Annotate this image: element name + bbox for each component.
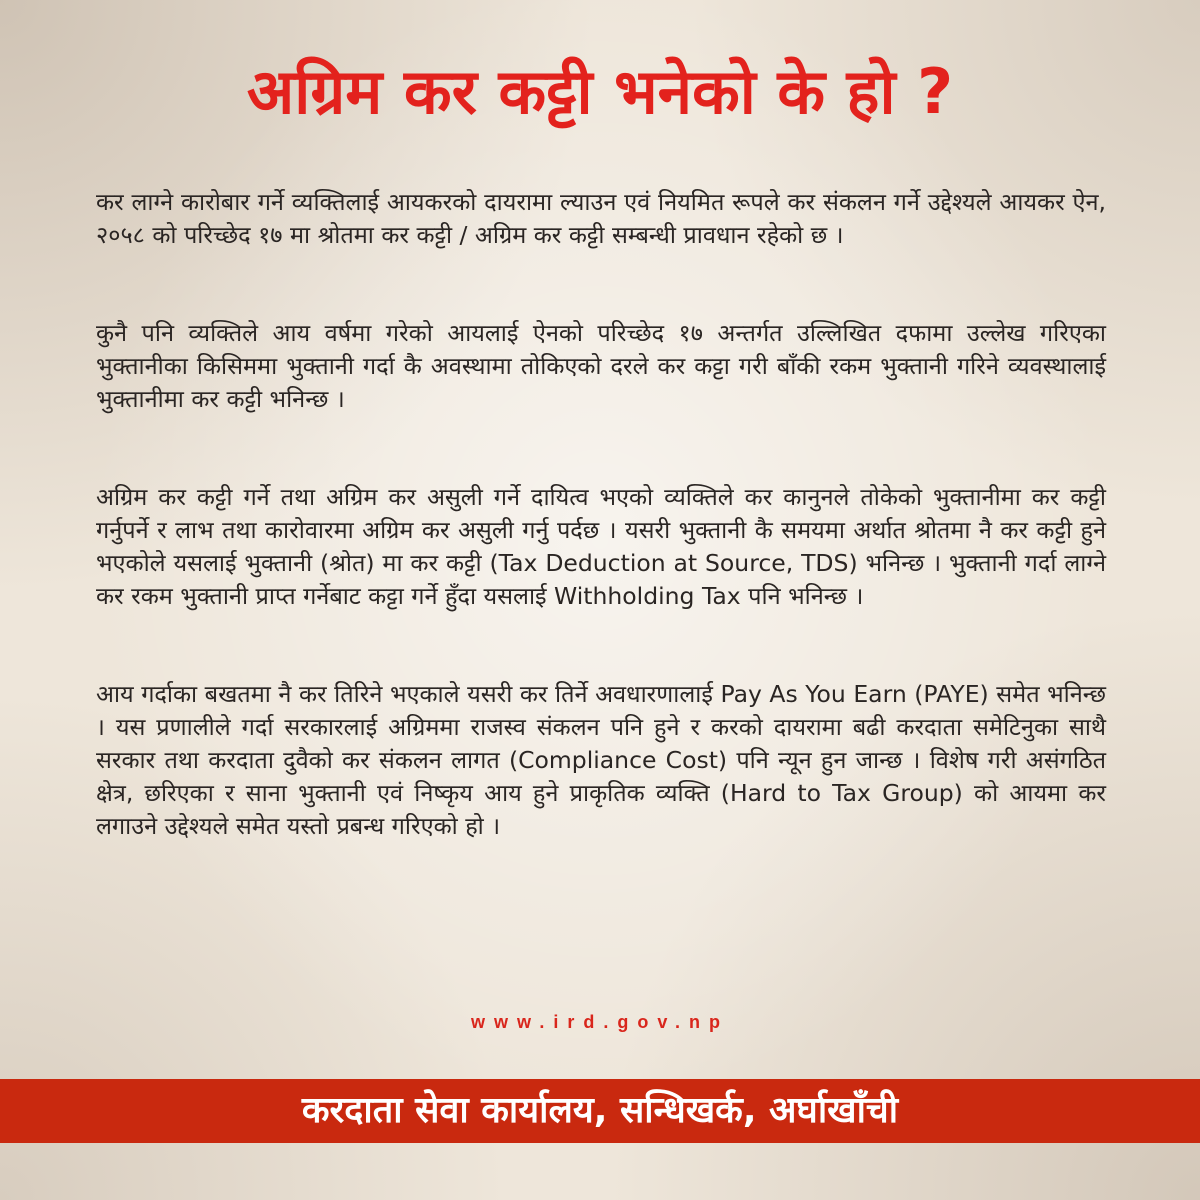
paragraph-2: कुनै पनि व्यक्तिले आय वर्षमा गरेको आयलाई ऐनको परिच्छेद १७ अन्तर्गत उल्लिखित दफामा उल्लेख गरिएका भुक्तानीका किसिममा भुक्तानी गर्दा कै अवस्थामा तोकिएको दरले कर कट्टा गरी बाँकी रकम भुक्तानी गरिने व्यवस्थालाई भुक्तानीमा कर कट्टी भनिन्छ ।	[96, 319, 1106, 413]
paragraph-3: अग्रिम कर कट्टी गर्ने तथा अग्रिम कर असुली गर्ने दायित्व भएको व्यक्तिले कर कानुनले तोकेको भुक्तानीमा कर कट्टी गर्नुपर्ने र लाभ तथा कारोवारमा अग्रिम कर असुली गर्नु पर्दछ । यसरी भुक्तानी कै समयमा अर्थात श्रोतमा नै कर कट्टी हुने भएकोले यसलाई भुक्तानी (श्रोत) मा कर कट्टी (Tax Deduction at Source, TDS) भनिन्छ । भुक्तानी गर्दा लाग्ने कर रकम भुक्तानी प्राप्त गर्नेबाट कट्टा गर्ने हुँदा यसलाई Withholding Tax पनि भनिन्छ ।	[96, 483, 1106, 610]
paragraph-1: कर लाग्ने कारोबार गर्ने व्यक्तिलाई आयकरको दायरामा ल्याउन एवं नियमित रूपले कर संकलन गर्ने उद्देश्यले आयकर ऐन, २०५८ को परिच्छेद १७ मा श्रोतमा कर कट्टी / अग्रिम कर कट्टी सम्बन्धी प्रावधान रहेको छ ।	[96, 188, 1106, 249]
paragraph-4: आय गर्दाका बखतमा नै कर तिरिने भएकाले यसरी कर तिर्ने अवधारणालाई Pay As You Earn (PAYE) समेत भनिन्छ । यस प्रणालीले गर्दा सरकारलाई अग्रिममा राजस्व संकलन पनि हुने र करको दायरामा बढी करदाता समेटिनुका साथै सरकार तथा करदाता दुवैको कर संकलन लागत (Compliance Cost) पनि न्यून हुन जान्छ । विशेष गरी असंगठित क्षेत्र, छरिएका र साना भुक्तानी एवं निष्कृय आय हुने प्राकृतिक व्यक्ति (Hard to Tax Group) को आयमा कर लगाउने उद्देश्यले समेत यस्तो प्रबन्ध गरिएको हो ।	[96, 680, 1106, 840]
article-body	[96, 186, 1106, 908]
footer-banner: करदाता सेवा कार्यालय, सन्धिखर्क, अर्घाखाँची	[0, 1079, 1200, 1143]
website-link[interactable]: www.ird.gov.np	[471, 1012, 729, 1032]
page-title: अग्रिम कर कट्टी भनेको के हो ?	[246, 55, 954, 128]
